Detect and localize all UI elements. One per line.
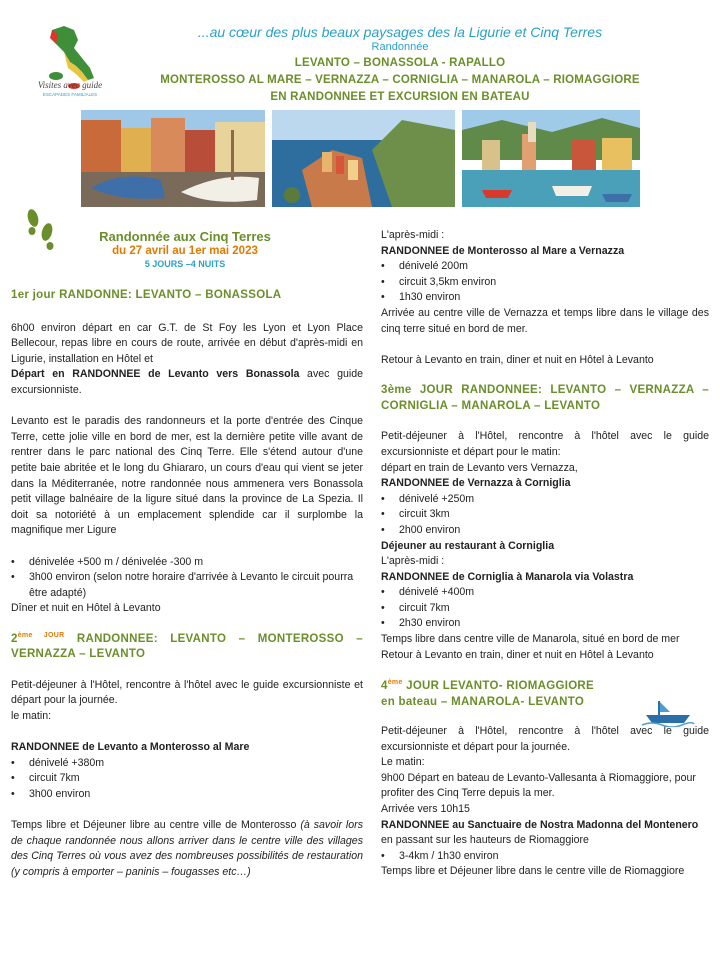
list-item: • circuit 3,5km environ — [381, 275, 709, 291]
day4-arrival: Arrivée vers 10h15 — [381, 803, 470, 816]
day3-lunch: Déjeuner au restaurant à Corniglia — [381, 539, 555, 552]
route-line-1: LEVANTO – BONASSOLA - RAPALLO — [294, 57, 506, 69]
list-item: • dénivelé +400m — [381, 585, 709, 601]
day1-details — [11, 555, 363, 602]
logo-text: Visites avec guide — [37, 80, 103, 90]
list-item: • 1h30 environ — [381, 290, 709, 306]
boat-icon — [640, 697, 695, 727]
logo-subtext: ESCAPADES FAMILIALES — [42, 92, 98, 97]
list-item: • 3-4km / 1h30 environ — [381, 849, 709, 865]
day2-afternoon-label: L'après-midi : — [381, 229, 445, 241]
photo-vernazza-coast — [272, 110, 455, 207]
day3-paragraph-1: Petit-déjeuner à l'Hôtel, rencontre à l'hôtel avec le guide excursionniste et départ pour le matin: — [381, 430, 709, 458]
footprints-icon — [20, 204, 60, 254]
list-item: • 3h00 environ (selon notre horaire d'arrivée à Levanto le circuit pourra être adapté) — [11, 570, 363, 601]
day3-hike-2: RANDONNEE de Corniglia à Manarola via Volastra — [381, 570, 634, 583]
photo-riomaggiore-harbour — [462, 110, 640, 207]
day2-end: Retour à Levanto en train, diner et nuit en Hôtel à Levanto — [381, 353, 654, 366]
day3-hike-1-details — [381, 492, 709, 539]
day2-paragraph-1: Petit-déjeuner à l'Hôtel, rencontre à l'hôtel avec le guide excursionniste et départ pour la journée. — [11, 678, 363, 707]
title-nights: 5 JOURS –4 NUITS — [144, 259, 226, 269]
day3-heading: 3ème JOUR RANDONNEE: LEVANTO – VERNAZZA – CORNIGLIA – MANAROLA – LEVANTO — [381, 384, 709, 413]
title-main: Randonnée aux Cinq Terres — [99, 229, 271, 244]
list-item: • 2h00 environ — [381, 523, 709, 539]
day4-paragraph-1: Petit-déjeuner à l'Hôtel, rencontre à l'hôtel avec le guide excursionniste et départ pour la journée. — [381, 725, 709, 753]
day2-hike-2-details — [381, 259, 709, 306]
tagline: ...au cœur des plus beaux paysages des la Ligurie et Cinq Terres — [197, 24, 603, 40]
day4-heading: 4ème JOUR LEVANTO- RIOMAGGIORE en bateau – MANAROLA- LEVANTO — [381, 679, 595, 709]
right-column — [381, 228, 709, 880]
company-logo — [30, 22, 110, 112]
photo-manarola-boats — [81, 110, 265, 207]
subtitle: Randonnée — [371, 41, 429, 53]
day1-heading: 1er jour RANDONNE: LEVANTO – BONASSOLA — [11, 289, 282, 301]
day2-paragraph-2: Temps libre et Déjeuner libre au centre ville de Monterosso (à savoir lors de chaque randonnée nous allons arriver dans le centre ville des villages des Cinq Terres où vous avez des nombreuses possibilités de restauration (y compris à emporter – paninis – fougasses etc…) — [11, 819, 364, 879]
day1-end: Dîner et nuit en Hôtel à Levanto — [11, 602, 161, 615]
day3-hike-1: RANDONNEE de Vernazza à Corniglia — [381, 477, 571, 490]
day4-hike: RANDONNEE au Sanctuaire de Nostra Madonna del Montenero en passant sur les hauteurs de Riomaggiore — [381, 818, 699, 847]
day3-paragraph-3: Temps libre dans centre ville de Manarola, situé en bord de mer — [381, 633, 680, 646]
day1-paragraph-2: Levanto est le paradis des randonneurs et la porte d'entrée des Cinque Terre, cette jolie ville en bord de mer, est la dernière petite ville avant de rentrer dans le parc national des Cinq Terre. Elle s'étend autour d'une petite baie abritée et le long du Ghiararo, un cours d'eau qui vient se jeter dans la Méditerranée, notre randonnée nous ammenera vers Bonassola petit village balnéaire de la ligure situé dans la province de La Spezia. Il doit sa notoriété à un emplacement splendide car il surplombe la magnifique mer Ligure — [11, 415, 363, 537]
day4-details — [381, 849, 709, 865]
list-item: • circuit 7km — [381, 601, 709, 617]
day4-paragraph-2: 9h00 Départ en bateau de Levanto-Vallesanta à Riomaggiore, pour profiter des Cinq Terre depuis la mer. — [381, 771, 696, 800]
day2-heading: $2^{ème JOUR}$ RANDONNEE: LEVANTO – MONTEROSSO – VERNAZZA – LEVANTO — [11, 631, 363, 661]
list-item: • dénivelé +380m — [11, 756, 363, 772]
day2-paragraph-3: Arrivée au centre ville de Vernazza et temps libre dans le village des cinq terre situé en bord de mer. — [381, 306, 709, 335]
list-item: • 2h30 environ — [381, 616, 709, 632]
route-line-2: MONTEROSSO AL MARE – VERNAZZA – CORNIGLIA – MANAROLA – RIOMAGGIORE — [160, 74, 640, 86]
day4-end: Temps libre et Déjeuner libre dans le centre ville de Riomaggiore — [381, 865, 685, 878]
day2-hike-2: RANDONNEE de Monterosso al Mare a Vernazza — [381, 244, 625, 257]
day3-end: Retour à Levanto en train, diner et nuit en Hôtel à Levanto — [381, 648, 654, 661]
list-item: • 3h00 environ — [11, 787, 363, 803]
program-title — [70, 229, 300, 269]
list-item: • circuit 7km — [11, 771, 363, 787]
title-dates: du 27 avril au 1er mai 2023 — [112, 245, 258, 257]
day2-hike-1-details — [11, 756, 363, 803]
day3-afternoon-label: L'après-midi : — [381, 555, 445, 568]
day4-morning-label: Le matin: — [381, 756, 425, 769]
list-item: • dénivelé 200m — [381, 259, 709, 275]
left-column — [11, 288, 363, 881]
list-item: • circuit 3km — [381, 507, 709, 523]
day2-hike-1: RANDONNEE de Levanto a Monterosso al Mare — [11, 741, 250, 754]
list-item: • dénivelée +500 m / dénivelée -300 m — [11, 555, 363, 571]
day3-paragraph-2: départ en train de Levanto vers Vernazza, — [381, 461, 578, 474]
route-line-3: EN RANDONNEE ET EXCURSION EN BATEAU — [270, 91, 530, 103]
list-item: • dénivelé +250m — [381, 492, 709, 508]
day1-paragraph-1: 6h00 environ départ en car G.T. de St Foy les Lyon et Lyon Place Bellecour, repas libre en cours de route, arrivée en début d'après-midi en Ligurie, installation en Hôtel et Départ en RANDONNEE de Levanto vers Bonassola avec guide excursionniste. — [11, 321, 363, 396]
day3-hike-2-details — [381, 585, 709, 632]
day2-morning-label: le matin: — [11, 710, 52, 723]
